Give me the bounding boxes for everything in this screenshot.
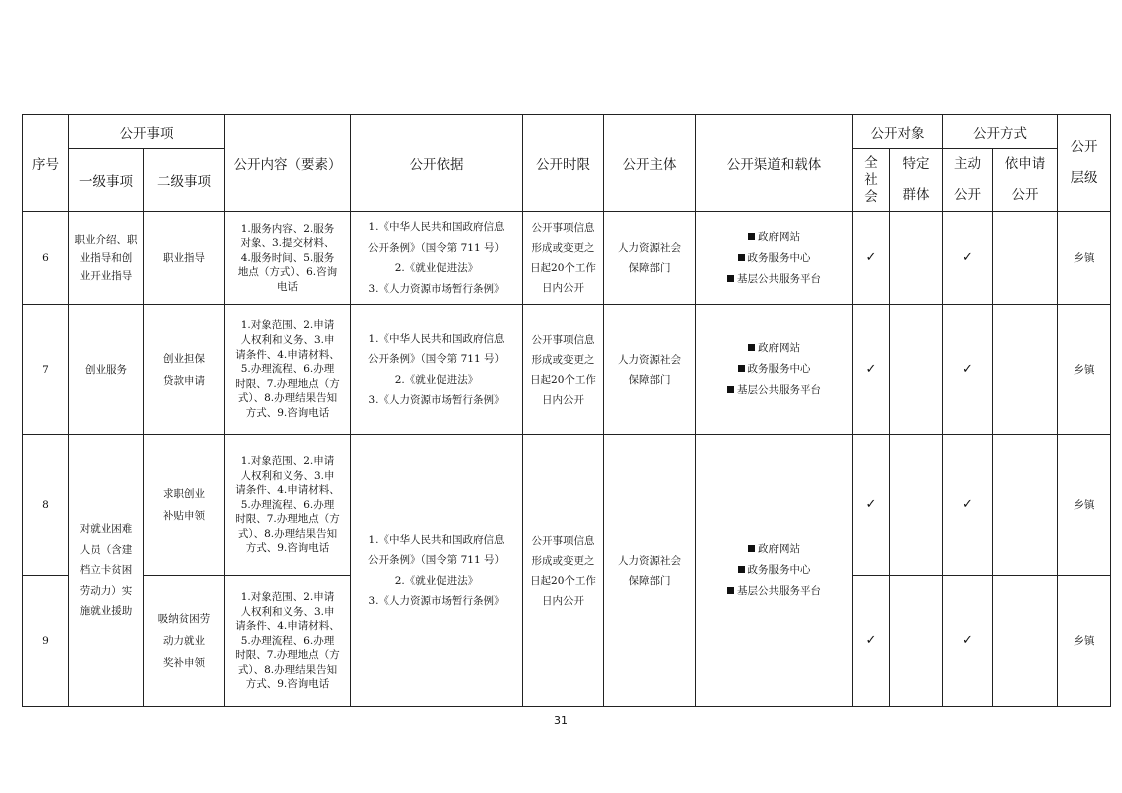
check-on-request: [993, 576, 1058, 707]
content-line: 方式、9.咨询电话: [245, 406, 330, 419]
header-method: 公开方式: [943, 115, 1058, 149]
subject-line: 保障部门: [628, 373, 671, 386]
header-target-specific: [890, 149, 943, 212]
check-all-society: ✓: [853, 576, 890, 707]
channel-item: [699, 539, 849, 560]
header-method-active-line: 公开: [954, 187, 981, 203]
group-subject: [604, 435, 696, 707]
content-line: 时限、7.办理地点（方: [235, 513, 340, 526]
group-channel: [696, 435, 853, 707]
row-level1: [69, 212, 144, 305]
check-all-society: ✓: [853, 212, 890, 305]
subject-line: 人力资源社会: [618, 554, 681, 567]
content-line: 4.服务时间、5.服务: [240, 251, 335, 264]
check-all-society: ✓: [853, 435, 890, 576]
check-on-request: [993, 212, 1058, 305]
check-active-disclosure: ✓: [943, 212, 993, 305]
basis-line: 3.《人力资源市场暂行条例》: [368, 394, 505, 406]
row-level2: [144, 576, 225, 707]
content-line: 1.对象范围、2.申请: [240, 590, 335, 603]
row-level1: [69, 305, 144, 435]
level2-line: 贷款申请: [163, 374, 205, 387]
channel-item: [699, 338, 849, 359]
deadline-line: 公开事项信息: [531, 333, 595, 346]
row-deadline: [523, 305, 604, 435]
group-deadline: [523, 435, 604, 707]
content-line: 地点（方式）、6.咨询: [237, 266, 338, 279]
channel-item: [699, 380, 849, 401]
square-bullet-icon: [738, 365, 745, 372]
basis-line: 2.《就业促进法》: [394, 574, 479, 587]
header-method-apply-line: 依申请: [1004, 156, 1046, 172]
channel-label: 基层公共服务平台: [737, 384, 821, 396]
deadline-line: 日内公开: [542, 594, 584, 607]
square-bullet-icon: [727, 386, 734, 393]
table-row: [23, 435, 1111, 576]
deadline-line: 形成或变更之: [531, 554, 595, 567]
header-level: [1058, 115, 1111, 212]
channel-item: [699, 581, 849, 602]
channel-item: [699, 359, 849, 380]
subject-line: 人力资源社会: [618, 353, 681, 366]
level2-line: 吸纳贫困劳: [157, 613, 211, 625]
level1-line: 业开业指导: [79, 270, 133, 282]
basis-line: 1.《中华人民共和国政府信息: [368, 221, 505, 233]
row-level2: [144, 212, 225, 305]
deadline-line: 日起20个工作: [530, 262, 596, 274]
deadline-line: 公开事项信息: [531, 534, 595, 547]
content-line: 1.对象范围、2.申请: [240, 319, 335, 332]
header-target-all-char: 会: [864, 188, 878, 205]
rows-single: [23, 212, 1111, 435]
header-items: 公开事项: [69, 115, 225, 149]
square-bullet-icon: [727, 275, 734, 282]
header-subject: 公开主体: [604, 115, 696, 212]
content-line: 5.办理流程、6.办理: [240, 634, 335, 647]
basis-line: 公开条例》（国令第 711 号）: [368, 554, 505, 566]
content-line: 请条件、4.申请材料、: [235, 484, 340, 497]
level2-line: 补贴申领: [163, 510, 205, 522]
check-specific-group: [890, 305, 943, 435]
check-active-disclosure: ✓: [943, 305, 993, 435]
row-channel: [696, 212, 853, 305]
content-line: 式）、8.办理结果告知: [237, 527, 338, 540]
basis-line: 3.《人力资源市场暂行条例》: [368, 595, 505, 607]
deadline-line: 形成或变更之: [531, 242, 595, 254]
header-target-all-char: 全: [864, 154, 878, 171]
header-method-apply-line: 公开: [1011, 187, 1039, 203]
disclosure-level: 乡镇: [1058, 576, 1111, 707]
channel-label: 政务服务中心: [747, 363, 811, 375]
header-method-active: [943, 149, 993, 212]
header-channel: 公开渠道和载体: [696, 115, 853, 212]
disclosure-table: [22, 114, 1111, 707]
level2-line: 奖补申领: [163, 657, 205, 669]
channel-label: 基层公共服务平台: [737, 272, 821, 285]
row-content: [225, 576, 351, 707]
content-line: 人权利和义务、3.申: [240, 605, 335, 618]
row-subject: [604, 305, 696, 435]
subject-line: 保障部门: [628, 574, 671, 587]
header-content: 公开内容（要素）: [225, 115, 351, 212]
header-target: 公开对象: [853, 115, 943, 149]
row-content: [225, 212, 351, 305]
disclosure-level: 乡镇: [1058, 435, 1111, 576]
level1-line: 业指导和创: [79, 252, 133, 264]
basis-line: 1.《中华人民共和国政府信息: [368, 332, 505, 345]
basis-line: 2.《就业促进法》: [394, 262, 479, 274]
channel-item: [699, 248, 849, 269]
row-channel: [696, 305, 853, 435]
channel-item: [699, 269, 849, 290]
content-line: 请条件、4.申请材料、: [235, 620, 340, 633]
square-bullet-icon: [727, 587, 734, 594]
row-seq: 6: [23, 212, 69, 305]
header-row-1: [23, 115, 1111, 149]
deadline-line: 日起20个工作: [530, 373, 596, 386]
level1-line: 劳动力）实: [79, 584, 133, 597]
row-content: [225, 435, 351, 576]
check-on-request: [993, 305, 1058, 435]
content-line: 1.对象范围、2.申请: [240, 454, 335, 467]
page-number: 31: [554, 714, 568, 727]
header-target-all: [853, 149, 890, 212]
level1-line: 创业服务: [85, 363, 127, 376]
level2-line: 求职创业: [163, 488, 205, 500]
square-bullet-icon: [748, 545, 755, 552]
content-line: 时限、7.办理地点（方: [235, 649, 340, 662]
level1-line: 职业介绍、职: [74, 234, 138, 246]
deadline-line: 日内公开: [542, 282, 584, 294]
level1-line: 人员（含建: [79, 543, 133, 556]
content-line: 人权利和义务、3.申: [240, 469, 335, 482]
header-seq: 序号: [23, 115, 69, 212]
header-level1: 一级事项: [69, 149, 144, 212]
basis-line: 公开条例》（国令第 711 号）: [368, 241, 505, 254]
header-level-line: 层级: [1070, 170, 1098, 186]
row-seq: 9: [23, 576, 69, 707]
row-basis: [351, 212, 523, 305]
header-target-specific-line: 群体: [902, 187, 930, 203]
content-line: 1.服务内容、2.服务: [240, 222, 335, 235]
deadline-line: 日内公开: [542, 393, 584, 406]
channel-label: 政府网站: [758, 230, 800, 243]
basis-line: 3.《人力资源市场暂行条例》: [368, 282, 505, 295]
channel-label: 政府网站: [758, 342, 800, 354]
row-basis: [351, 305, 523, 435]
header-deadline: 公开时限: [523, 115, 604, 212]
channel-label: 政务服务中心: [747, 564, 811, 576]
row-subject: [604, 212, 696, 305]
check-specific-group: [890, 435, 943, 576]
rows-grouped: [23, 435, 1111, 707]
row-level2: [144, 435, 225, 576]
header-target-specific-line: 特定: [902, 156, 930, 172]
level1-line: 对就业困难: [79, 523, 133, 536]
subject-line: 人力资源社会: [618, 242, 681, 254]
subject-line: 保障部门: [628, 262, 671, 274]
content-line: 式）、8.办理结果告知: [237, 392, 338, 405]
check-all-society: ✓: [853, 305, 890, 435]
row-deadline: [523, 212, 604, 305]
content-line: 方式、9.咨询电话: [245, 678, 330, 691]
table-row: [23, 305, 1111, 435]
content-line: 5.办理流程、6.办理: [240, 498, 335, 511]
check-on-request: [993, 435, 1058, 576]
content-line: 对象、3.提交材料、: [240, 237, 335, 250]
basis-line: 2.《就业促进法》: [394, 373, 479, 386]
content-line: 请条件、4.申请材料、: [235, 348, 340, 361]
channel-label: 政府网站: [758, 543, 800, 555]
square-bullet-icon: [738, 566, 745, 573]
row-level2: [144, 305, 225, 435]
content-line: 人权利和义务、3.申: [240, 334, 335, 347]
deadline-line: 形成或变更之: [531, 353, 595, 366]
group-basis: [351, 435, 523, 707]
content-line: 电话: [277, 280, 298, 293]
disclosure-level: 乡镇: [1058, 305, 1111, 435]
header-method-apply: [993, 149, 1058, 212]
group-level1: [69, 435, 144, 707]
header-target-all-char: 社: [864, 171, 878, 188]
header-method-active-line: 主动: [954, 156, 981, 172]
channel-label: 政务服务中心: [747, 251, 811, 264]
level2-line: 创业担保: [163, 352, 205, 365]
row-content: [225, 305, 351, 435]
row-seq: 8: [23, 435, 69, 576]
content-line: 方式、9.咨询电话: [245, 542, 330, 555]
level1-line: 档立卡贫困: [79, 564, 133, 577]
content-line: 时限、7.办理地点（方: [235, 377, 340, 390]
channel-item: [699, 560, 849, 581]
level2-line: 职业指导: [163, 252, 205, 264]
square-bullet-icon: [748, 233, 755, 240]
basis-line: 1.《中华人民共和国政府信息: [368, 533, 505, 546]
square-bullet-icon: [748, 344, 755, 351]
row-seq: 7: [23, 305, 69, 435]
square-bullet-icon: [738, 254, 745, 261]
level2-line: 动力就业: [163, 635, 205, 647]
check-specific-group: [890, 212, 943, 305]
header-basis: 公开依据: [351, 115, 523, 212]
disclosure-level: 乡镇: [1058, 212, 1111, 305]
header-level2: 二级事项: [144, 149, 225, 212]
content-line: 式）、8.办理结果告知: [237, 663, 338, 676]
channel-item: [699, 227, 849, 248]
check-active-disclosure: ✓: [943, 435, 993, 576]
channel-label: 基层公共服务平台: [737, 585, 821, 597]
check-active-disclosure: ✓: [943, 576, 993, 707]
deadline-line: 公开事项信息: [531, 222, 595, 234]
check-specific-group: [890, 576, 943, 707]
table-row: [23, 212, 1111, 305]
basis-line: 公开条例》（国令第 711 号）: [368, 353, 505, 365]
deadline-line: 日起20个工作: [530, 574, 596, 587]
content-line: 5.办理流程、6.办理: [240, 363, 335, 376]
header-level-line: 公开: [1070, 139, 1098, 155]
level1-line: 施就业援助: [79, 605, 133, 618]
